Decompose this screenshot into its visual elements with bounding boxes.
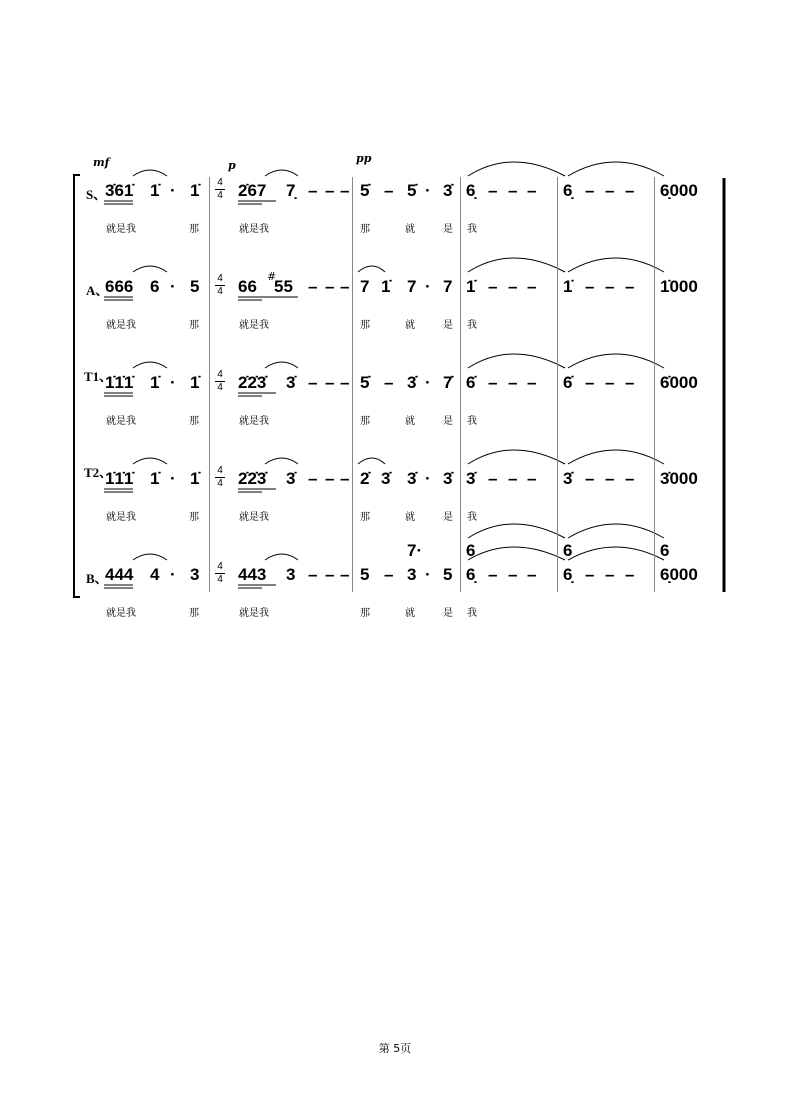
note: 6̇	[466, 373, 476, 392]
note: 3	[286, 565, 296, 584]
lyric: 是	[443, 608, 453, 619]
note: 3̇	[443, 181, 453, 200]
note-group: 2̇2̇3̇	[238, 469, 267, 488]
slur	[133, 362, 167, 368]
time-signature: 4 4	[215, 562, 225, 585]
dash: –	[527, 277, 537, 296]
lyric: 是	[443, 320, 453, 331]
note: 5	[190, 277, 200, 296]
slur	[265, 458, 298, 464]
dynamic-mf: mf	[93, 156, 110, 169]
upper-note: 6	[466, 541, 476, 560]
note: 1̇	[466, 277, 476, 296]
lyric: 是	[443, 224, 453, 235]
time-signature: 4 4	[215, 370, 225, 393]
lyric: 那	[360, 416, 370, 427]
note: 5̇	[407, 181, 417, 200]
dash: –	[384, 181, 394, 200]
dash: –	[340, 373, 350, 392]
voice-label: B、	[86, 571, 108, 586]
note-group: 6̇000	[660, 373, 698, 392]
note: 6̣	[563, 181, 573, 200]
time-signature: 4 4	[215, 466, 225, 489]
note: 4	[150, 565, 160, 584]
slur	[468, 450, 565, 464]
dash: –	[585, 181, 595, 200]
note: 6̣	[563, 565, 573, 584]
note-group: 55	[274, 277, 293, 296]
dash: –	[527, 469, 537, 488]
lyric: 我	[467, 416, 477, 427]
dash: –	[384, 565, 394, 584]
dash: –	[605, 373, 615, 392]
slur	[265, 170, 298, 176]
dash: –	[605, 565, 615, 584]
note: 3̇	[407, 373, 417, 392]
dash: –	[527, 181, 537, 200]
dot-symbol: ·	[425, 373, 431, 392]
dash: –	[308, 565, 318, 584]
dash: –	[488, 181, 498, 200]
note: 3̇	[286, 469, 296, 488]
note: 7	[360, 277, 370, 296]
dash: –	[325, 469, 335, 488]
note: 7	[443, 277, 453, 296]
dash: –	[585, 277, 595, 296]
dynamic-p: p	[228, 159, 236, 172]
lyric: 是	[443, 512, 453, 523]
system-left-bracket	[74, 175, 80, 597]
dash: –	[527, 565, 537, 584]
slur	[133, 554, 167, 560]
dash: –	[325, 181, 335, 200]
time-signature: 4 4	[215, 178, 225, 201]
note: 1̇	[190, 181, 200, 200]
time-signature: 4 4	[215, 274, 225, 297]
slur	[468, 258, 565, 272]
barline	[352, 177, 353, 592]
lyric: 我	[467, 320, 477, 331]
dash: –	[308, 469, 318, 488]
dash: –	[488, 373, 498, 392]
note-group: 1̇000	[660, 277, 698, 296]
upper-note: 6	[563, 541, 573, 560]
dash: –	[340, 469, 350, 488]
slur	[468, 547, 565, 560]
dash: –	[308, 181, 318, 200]
note: 3̇	[381, 469, 391, 488]
dash: –	[384, 373, 394, 392]
lyric: 就是我	[239, 320, 269, 331]
dash: –	[605, 181, 615, 200]
note: 5	[443, 565, 453, 584]
dash: –	[527, 373, 537, 392]
note: 3̇	[407, 469, 417, 488]
note: 3	[407, 565, 417, 584]
note: 1̇	[150, 181, 160, 200]
note: 6	[150, 277, 160, 296]
dash: –	[340, 181, 350, 200]
dash: –	[488, 565, 498, 584]
note: 1̇	[150, 373, 160, 392]
note-group: 666	[105, 277, 134, 296]
lyric: 就是我	[106, 416, 136, 427]
note-group: 3̇000	[660, 469, 698, 488]
dash: –	[605, 277, 615, 296]
lyric: 就是我	[106, 320, 136, 331]
lyric: 那	[189, 416, 199, 427]
lyric: 我	[467, 608, 477, 619]
lyric: 那	[360, 608, 370, 619]
note: 3̇	[443, 469, 453, 488]
lyric: 那	[189, 608, 199, 619]
slur	[468, 354, 565, 368]
slur	[568, 524, 664, 538]
lyric: 那	[360, 512, 370, 523]
lyric: 就是我	[106, 512, 136, 523]
slur	[568, 258, 664, 272]
dash: –	[340, 277, 350, 296]
slur	[568, 162, 664, 176]
dash: –	[508, 373, 518, 392]
note: 5̇	[360, 373, 370, 392]
sharp-accidental: #	[267, 270, 277, 283]
note: 1̇	[190, 373, 200, 392]
slur	[265, 554, 298, 560]
lyric: 是	[443, 416, 453, 427]
slur	[358, 458, 385, 464]
upper-note: 6	[660, 541, 670, 560]
slur	[133, 170, 167, 176]
dash: –	[585, 469, 595, 488]
dash: –	[325, 277, 335, 296]
dash: –	[508, 277, 518, 296]
dash: –	[488, 277, 498, 296]
lyric: 就	[405, 224, 415, 235]
note-group: 66	[238, 277, 257, 296]
lyric: 就是我	[239, 224, 269, 235]
dot-symbol: ·	[425, 469, 431, 488]
dash: –	[625, 373, 635, 392]
dash: –	[308, 277, 318, 296]
note-group: 2̇2̇3̇	[238, 373, 267, 392]
dash: –	[625, 565, 635, 584]
slur	[468, 162, 565, 176]
dot-symbol: ·	[170, 277, 176, 296]
lyric: 就	[405, 512, 415, 523]
lyric: 那	[360, 224, 370, 235]
dash: –	[625, 469, 635, 488]
dash: –	[625, 277, 635, 296]
slur	[265, 362, 298, 368]
dash: –	[605, 469, 615, 488]
note-group: 444	[105, 565, 134, 584]
dash: –	[585, 373, 595, 392]
dynamic-pp: pp	[356, 152, 372, 165]
dot-symbol: ·	[425, 181, 431, 200]
note: 3̇	[286, 373, 296, 392]
note: 7̣	[286, 181, 296, 200]
lyric: 那	[189, 224, 199, 235]
dash: –	[508, 565, 518, 584]
slur	[568, 450, 664, 464]
voice-label: T1、	[84, 369, 113, 384]
lyric: 就是我	[239, 416, 269, 427]
note: 2̇	[360, 469, 370, 488]
slur	[133, 266, 167, 272]
note: 6̇	[563, 373, 573, 392]
dash: –	[308, 373, 318, 392]
barline	[654, 177, 655, 592]
dot-symbol: ·	[170, 469, 176, 488]
dot-symbol: ·	[425, 277, 431, 296]
dash: –	[508, 469, 518, 488]
note-group: 2̇67	[238, 181, 267, 200]
note: 1̇	[150, 469, 160, 488]
lyric: 那	[189, 320, 199, 331]
note-group: 6̣000	[660, 565, 698, 584]
barline	[460, 177, 461, 592]
dot-symbol: ·	[170, 565, 176, 584]
voice-label: T2、	[84, 465, 113, 480]
note: 3̇	[563, 469, 573, 488]
dot-symbol: ·	[425, 565, 431, 584]
lyric: 那	[360, 320, 370, 331]
rhythm-underlines	[104, 201, 298, 588]
note: 7̇	[443, 373, 453, 392]
lyric: 就是我	[106, 608, 136, 619]
lyric: 我	[467, 512, 477, 523]
note: 5	[360, 565, 370, 584]
dash: –	[325, 373, 335, 392]
lyric: 就是我	[106, 224, 136, 235]
note: 6̣	[466, 181, 476, 200]
slur	[133, 458, 167, 464]
note-group: 3̇61̇	[105, 181, 134, 200]
note-group: 1̇1̇1̇	[105, 469, 134, 488]
note-group: 443	[238, 565, 267, 584]
note: 7	[407, 277, 417, 296]
dot-symbol: ·	[170, 181, 176, 200]
note: 1̇	[190, 469, 200, 488]
note-group: 6̣000	[660, 181, 698, 200]
note: 1̇	[381, 277, 391, 296]
lyric: 就	[405, 608, 415, 619]
slur	[468, 524, 565, 538]
note: 3̇	[466, 469, 476, 488]
lyric: 我	[467, 224, 477, 235]
barline	[209, 177, 210, 592]
slur	[358, 266, 385, 272]
dash: –	[508, 181, 518, 200]
dash: –	[585, 565, 595, 584]
note-group: 1̇1̇1̇	[105, 373, 134, 392]
note: 6̣	[466, 565, 476, 584]
slur	[568, 547, 664, 560]
note: 3	[190, 565, 200, 584]
voice-label: S、	[86, 187, 107, 202]
dash: –	[340, 565, 350, 584]
barline	[557, 177, 558, 592]
lyric: 那	[189, 512, 199, 523]
dot-symbol: ·	[170, 373, 176, 392]
lyric: 就是我	[239, 512, 269, 523]
upper-note: 7·	[407, 541, 423, 560]
lyric: 就是我	[239, 608, 269, 619]
lyric: 就	[405, 320, 415, 331]
page-number: 第 5页	[378, 1042, 412, 1055]
dash: –	[325, 565, 335, 584]
note: 1̇	[563, 277, 573, 296]
dash: –	[488, 469, 498, 488]
slur	[568, 354, 664, 368]
voice-label: A、	[86, 283, 109, 298]
dash: –	[625, 181, 635, 200]
lyric: 就	[405, 416, 415, 427]
note: 5̇	[360, 181, 370, 200]
